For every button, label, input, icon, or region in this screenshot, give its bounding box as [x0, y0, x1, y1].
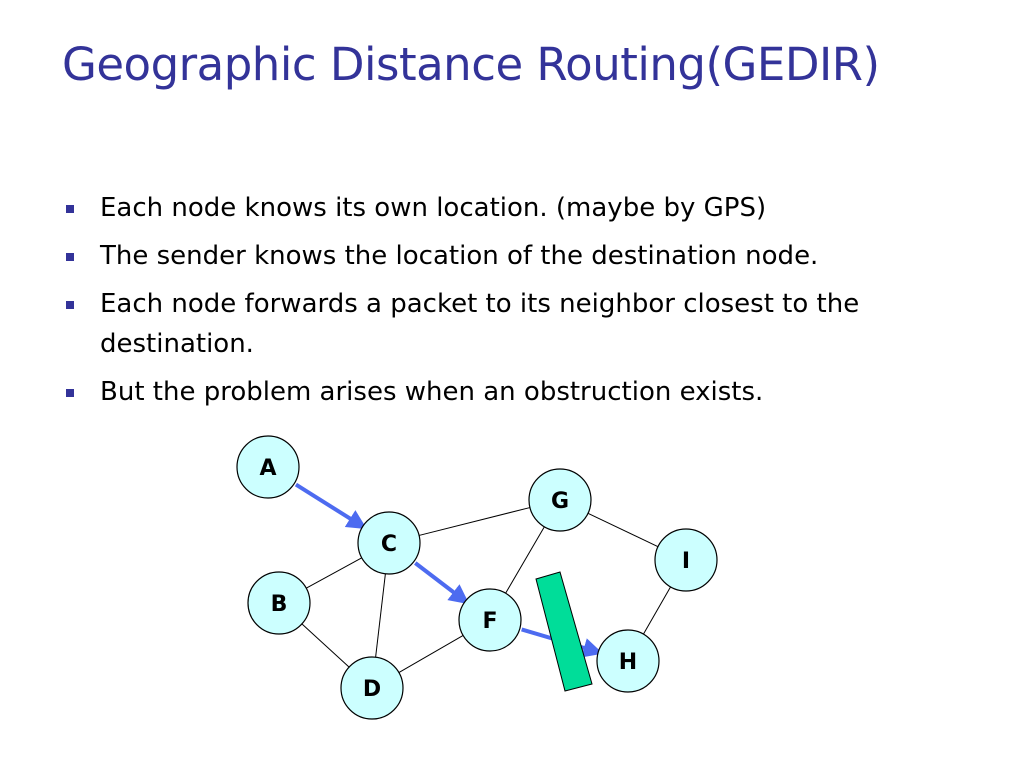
node-d — [341, 657, 403, 719]
edge-b-d — [302, 624, 349, 667]
bullet-text: Each node knows its own location. (maybe by GPS) — [100, 193, 767, 223]
nodes-layer — [237, 436, 717, 719]
node-label: I — [681, 549, 691, 574]
node-b — [248, 572, 310, 634]
node-a — [237, 436, 299, 498]
slide-title: Geographic Distance Routing(GEDIR) — [62, 38, 880, 91]
edge-c-b — [306, 558, 362, 588]
node-f — [459, 589, 521, 651]
edge-g-i — [588, 513, 658, 546]
node-label: H — [618, 650, 638, 675]
route-arrow-c-f — [415, 563, 464, 601]
edge-d-f — [399, 635, 463, 672]
node-h — [597, 630, 659, 692]
node-label: C — [380, 532, 398, 557]
edge-c-d — [376, 574, 386, 657]
node-c — [358, 512, 420, 574]
node-label: D — [362, 677, 382, 702]
route-arrow-a-c — [296, 485, 362, 526]
node-label: G — [550, 489, 570, 514]
node-g — [529, 469, 591, 531]
bullet-text: The sender knows the location of the destination node. — [100, 241, 819, 271]
edge-c-g — [419, 508, 530, 536]
node-i — [655, 529, 717, 591]
edge-i-h — [643, 587, 670, 634]
node-label: A — [259, 456, 277, 481]
obstruction-block — [536, 572, 592, 691]
bullet-text: Each node forwards a packet to its neighbor closest to the destination. — [100, 289, 860, 359]
node-label: B — [270, 592, 288, 617]
bullet-text: But the problem arises when an obstruction exists. — [100, 377, 764, 407]
node-label: F — [482, 609, 498, 634]
